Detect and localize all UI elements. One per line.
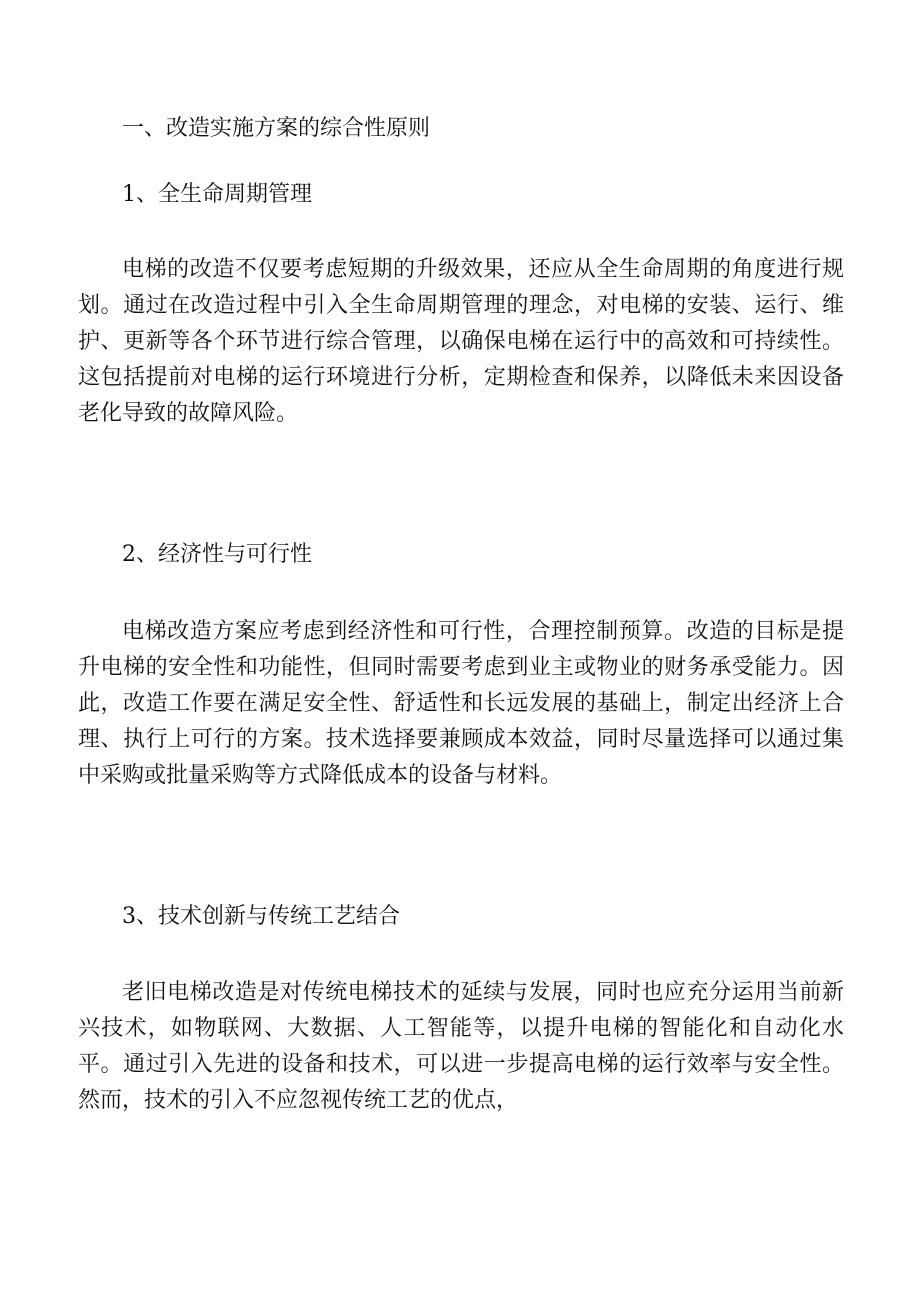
subheading-tech-innovation: 3、技术创新与传统工艺结合 <box>122 904 400 929</box>
paragraph-lifecycle: 电梯的改造不仅要考虑短期的升级效果，还应从全生命周期的角度进行规划。通过在改造过程中引入全生命周期管理的理念，对电梯的安装、运行、维护、更新等各个环节进行综合管理，以确保电梯在运行中的高效和可持续性。这包括提前对电梯的运行环境进行分析，定期检查和保养，以降低未来因设备老化导致的故障风险。 <box>78 257 844 426</box>
paragraph-tech-innovation: 老旧电梯改造是对传统电梯技术的延续与发展，同时也应充分运用当前新兴技术，如物联网、大数据、人工智能等，以提升电梯的智能化和自动化水平。通过引入先进的设备和技术，可以进一步提高电梯的运行效率与安全性。然而，技术的引入不应忽视传统工艺的优点， <box>78 980 844 1113</box>
subheading-economy-feasibility: 2、经济性与可行性 <box>122 542 312 567</box>
subheading-lifecycle-management: 1、全生命周期管理 <box>122 182 312 207</box>
paragraph-economy: 电梯改造方案应考虑到经济性和可行性，合理控制预算。改造的目标是提升电梯的安全性和功能性，但同时需要考虑到业主或物业的财务承受能力。因此，改造工作要在满足安全性、舒适性和长远发展的基础上，制定出经济上合理、执行上可行的方案。技术选择要兼顾成本效益，同时尽量选择可以通过集中采购或批量采购等方式降低成本的设备与材料。 <box>78 619 844 788</box>
section-heading-principles: 一、改造实施方案的综合性原则 <box>122 116 431 141</box>
